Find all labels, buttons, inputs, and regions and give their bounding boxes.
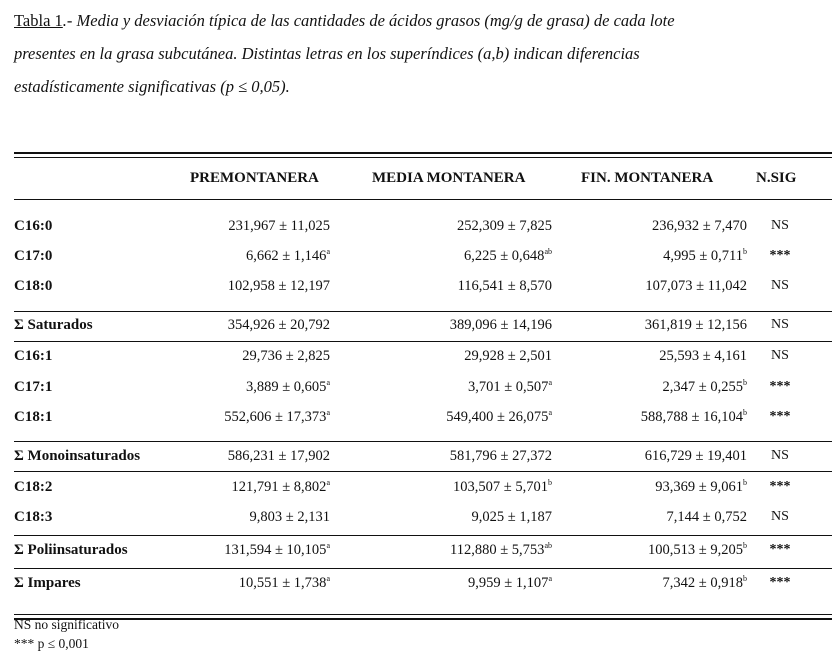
- cell-c18-3-col1: [250, 509, 330, 526]
- cell-c17-1-col2: [468, 379, 552, 396]
- cell-value: 588,788 ± 16,104: [640, 409, 743, 425]
- top-double-rule-1: [14, 152, 832, 154]
- cell-c16-0-col1: [228, 218, 330, 235]
- cell-value: 354,926 ± 20,792: [227, 317, 330, 333]
- cell-value: 100,513 ± 9,205: [648, 542, 743, 558]
- row-label-impares: Σ Impares: [14, 575, 81, 591]
- cell-c18-1-col1: [224, 409, 330, 426]
- cell-c18-2-nsig: ***: [769, 479, 791, 494]
- row-label-monoinsaturados: Σ Monoinsaturados: [14, 448, 141, 464]
- header-premontanera: PREMONTANERA: [190, 170, 319, 186]
- cell-superscript: a: [548, 378, 552, 387]
- cell-value: 7,342 ± 0,918: [662, 575, 743, 591]
- cell-c18-0-nsig: NS: [771, 278, 789, 293]
- top-double-rule-2: [14, 157, 832, 158]
- cell-value: 3,701 ± 0,507: [467, 379, 549, 395]
- header-nsig: N.SIG: [756, 170, 797, 186]
- cell-c18-0-col3: [645, 278, 747, 295]
- row-label-saturados: Σ Saturados: [14, 317, 93, 333]
- cell-value: 3,889 ± 0,605: [245, 379, 327, 395]
- cell-saturados-col2: [450, 317, 552, 334]
- cell-value: 236,932 ± 7,470: [652, 218, 747, 234]
- cell-value: 4,995 ± 0,711: [663, 248, 743, 264]
- cell-value: 29,928 ± 2,501: [464, 348, 552, 364]
- cell-superscript: b: [743, 541, 747, 550]
- cell-value: 7,144 ± 0,752: [666, 509, 747, 525]
- row-separator: [14, 568, 832, 569]
- header-fin-montanera: FIN. MONTANERA: [581, 170, 714, 186]
- cell-value: 103,507 ± 5,701: [453, 479, 548, 495]
- cell-superscript: a: [326, 378, 330, 387]
- cell-superscript: b: [743, 478, 747, 487]
- cell-poliinsaturados-col1: [224, 542, 330, 559]
- cell-c17-1-nsig: ***: [769, 379, 791, 394]
- cell-superscript: b: [743, 574, 747, 583]
- row-separator: [14, 471, 832, 472]
- cell-value: 121,791 ± 8,802: [231, 479, 327, 495]
- cell-c16-1-col1: [242, 348, 330, 365]
- cell-value: 25,593 ± 4,161: [659, 348, 747, 364]
- cell-value: 616,729 ± 19,401: [644, 448, 747, 464]
- cell-impares-col2: [468, 575, 552, 592]
- bottom-double-rule-2: [14, 618, 832, 620]
- cell-c18-0-col2: [458, 278, 552, 295]
- footnote-ns: NS no significativo: [14, 617, 119, 632]
- cell-c18-3-col2: [472, 509, 552, 526]
- cell-value: 549,400 ± 26,075: [446, 409, 549, 425]
- header-media-montanera: MEDIA MONTANERA: [372, 170, 526, 186]
- cell-monoinsaturados-nsig: NS: [771, 448, 789, 463]
- cell-c16-0-nsig: NS: [771, 218, 789, 233]
- row-separator: [14, 441, 832, 442]
- cell-c18-1-col2: [446, 409, 552, 426]
- cell-c16-0-col3: [652, 218, 747, 235]
- row-separator: [14, 341, 832, 342]
- caption-line-3: estadísticamente significativas (p ≤ 0,05).: [14, 77, 290, 96]
- cell-superscript: b: [743, 378, 747, 387]
- row-separator: [14, 311, 832, 312]
- cell-value: 131,594 ± 10,105: [224, 542, 327, 558]
- cell-value: 6,662 ± 1,146: [245, 248, 327, 264]
- cell-superscript: a: [326, 478, 330, 487]
- cell-value: 252,309 ± 7,825: [457, 218, 552, 234]
- cell-superscript: a: [548, 574, 552, 583]
- cell-value: 6,225 ± 0,648: [463, 248, 545, 264]
- cell-value: 231,967 ± 11,025: [228, 218, 330, 234]
- cell-value: 10,551 ± 1,738: [238, 575, 327, 591]
- cell-value: 29,736 ± 2,825: [242, 348, 330, 364]
- cell-value: 2,347 ± 0,255: [662, 379, 743, 395]
- row-label-c18-1: C18:1: [14, 409, 53, 425]
- cell-value: 116,541 ± 8,570: [457, 278, 552, 294]
- row-label-c17-0: C17:0: [14, 248, 53, 264]
- cell-c17-0-col1: [246, 248, 330, 265]
- cell-saturados-col1: [228, 317, 330, 334]
- cell-impares-nsig: ***: [769, 575, 791, 590]
- cell-c18-0-col1: [228, 278, 330, 295]
- cell-poliinsaturados-nsig: ***: [769, 542, 791, 557]
- cell-superscript: a: [326, 247, 330, 256]
- bottom-double-rule-1: [14, 614, 832, 615]
- cell-c17-0-col3: [663, 248, 747, 265]
- cell-c17-0-col2: [464, 248, 552, 265]
- cell-value: 112,880 ± 5,753: [450, 542, 545, 558]
- cell-c18-1-col3: [641, 409, 747, 426]
- cell-value: 107,073 ± 11,042: [645, 278, 747, 294]
- cell-c17-1-col3: [663, 379, 747, 396]
- cell-impares-col3: [663, 575, 747, 592]
- cell-value: 361,819 ± 12,156: [644, 317, 747, 333]
- cell-superscript: b: [743, 247, 747, 256]
- cell-poliinsaturados-col3: [648, 542, 747, 559]
- row-label-c16-0: C16:0: [14, 218, 53, 234]
- header-rule: [14, 199, 832, 200]
- cell-c16-1-col3: [659, 348, 747, 365]
- cell-impares-col1: [239, 575, 330, 592]
- row-label-c16-1: C16:1: [14, 348, 53, 364]
- cell-c18-3-nsig: NS: [771, 509, 789, 524]
- cell-poliinsaturados-col2: [450, 542, 552, 559]
- cell-superscript: a: [326, 408, 330, 417]
- cell-value: 389,096 ± 14,196: [449, 317, 552, 333]
- cell-saturados-nsig: NS: [771, 317, 789, 332]
- cell-c18-3-col3: [667, 509, 747, 526]
- row-label-poliinsaturados: Σ Poliinsaturados: [14, 542, 128, 558]
- table-caption: [14, 4, 832, 103]
- cell-c17-0-nsig: ***: [769, 248, 791, 263]
- cell-value: 552,606 ± 17,373: [224, 409, 327, 425]
- cell-superscript: ab: [544, 247, 552, 256]
- cell-superscript: b: [743, 408, 747, 417]
- cell-superscript: b: [548, 478, 552, 487]
- cell-value: 9,803 ± 2,131: [249, 509, 330, 525]
- cell-saturados-col3: [645, 317, 747, 334]
- cell-c18-2-col3: [655, 479, 747, 496]
- cell-monoinsaturados-col2: [450, 448, 552, 465]
- cell-superscript: ab: [544, 541, 552, 550]
- cell-value: 586,231 ± 17,902: [227, 448, 330, 464]
- row-label-c18-3: C18:3: [14, 509, 53, 525]
- row-label-c18-2: C18:2: [14, 479, 53, 495]
- cell-value: 581,796 ± 27,372: [449, 448, 552, 464]
- cell-c16-0-col2: [457, 218, 552, 235]
- row-separator: [14, 535, 832, 536]
- row-label-c17-1: C17:1: [14, 379, 53, 395]
- cell-c17-1-col1: [246, 379, 330, 396]
- cell-c16-1-nsig: NS: [771, 348, 789, 363]
- cell-c18-2-col1: [231, 479, 330, 496]
- caption-line-2: presentes en la grasa subcutánea. Distintas letras en los superíndices (a,b) indican diferencias: [14, 44, 640, 63]
- cell-c18-2-col2: [453, 479, 552, 496]
- cell-value: 93,369 ± 9,061: [655, 479, 743, 495]
- caption-label: Tabla 1: [14, 11, 63, 30]
- caption-text-1: .- Media y desviación típica de las cantidades de ácidos grasos (mg/g de grasa) de cada lote: [62, 11, 675, 30]
- cell-superscript: a: [326, 541, 330, 550]
- cell-c18-1-nsig: ***: [769, 409, 791, 424]
- cell-monoinsaturados-col3: [645, 448, 747, 465]
- caption-line-1: [14, 4, 832, 37]
- cell-value: 102,958 ± 12,197: [227, 278, 330, 294]
- cell-superscript: a: [326, 574, 330, 583]
- row-label-c18-0: C18:0: [14, 278, 53, 294]
- cell-c16-1-col2: [464, 348, 552, 365]
- cell-value: 9,025 ± 1,187: [471, 509, 552, 525]
- footnote-p: *** p ≤ 0,001: [14, 636, 89, 651]
- cell-superscript: a: [548, 408, 552, 417]
- cell-monoinsaturados-col1: [228, 448, 330, 465]
- cell-value: 9,959 ± 1,107: [467, 575, 549, 591]
